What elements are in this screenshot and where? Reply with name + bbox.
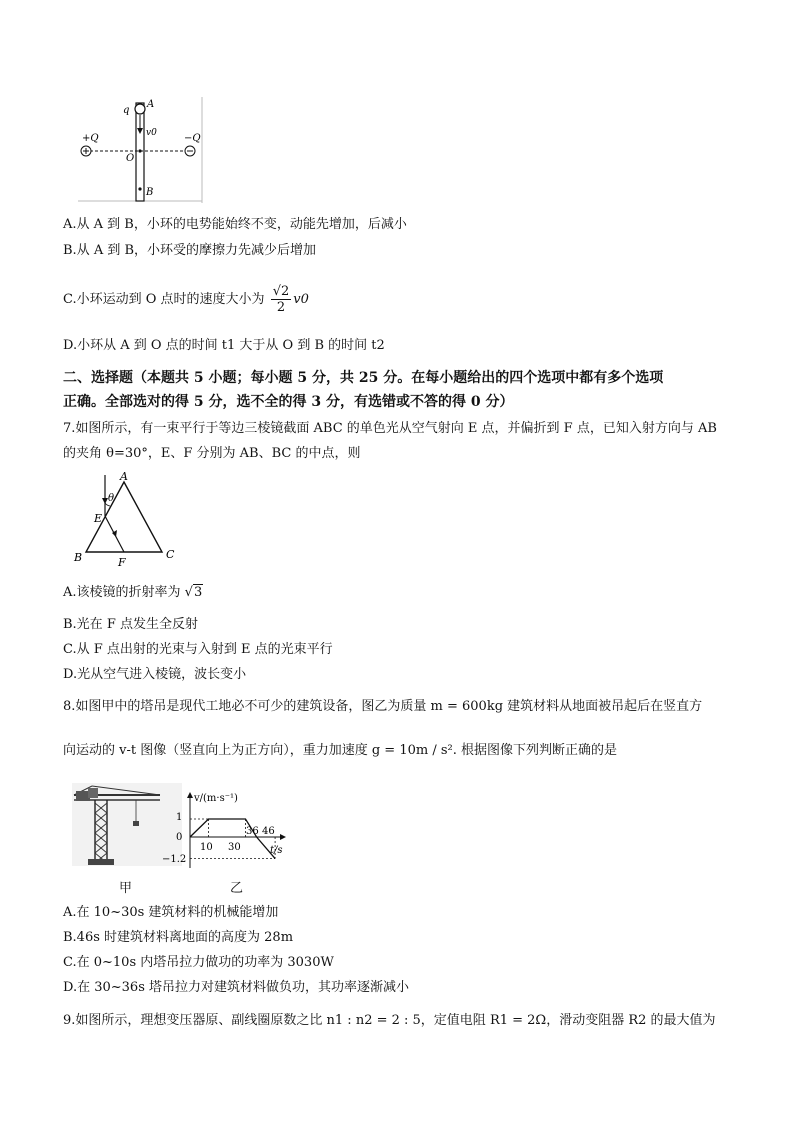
q6-figure bbox=[78, 97, 206, 203]
q7-prism-figure bbox=[70, 470, 185, 570]
q7-stem-line1: 7.如图所示，有一束平行于等边三棱镜截面 ABC 的单色光从空气射向 E 点，并偏折到 F 点，已知入射方向与 AB bbox=[63, 421, 717, 436]
label-F: F bbox=[118, 556, 126, 569]
x-tick-30: 30 bbox=[228, 842, 241, 853]
q6-option-d: D.小环从 A 到 O 点的时间 t1 大于从 O 到 B 的时间 t2 bbox=[63, 338, 385, 353]
q8-stem-line2: 向运动的 v-t 图像（竖直向上为正方向），重力加速度 g = 10m / s². 根据图像下列判断正确的是 bbox=[63, 743, 617, 758]
label-plus-q: +Q bbox=[82, 133, 99, 144]
x-tick-46: 46 bbox=[262, 826, 275, 837]
q7-option-a: A.该棱镜的折射率为 √3 bbox=[63, 585, 203, 600]
q8-option-b: B.46s 时建筑材料离地面的高度为 28m bbox=[63, 930, 294, 945]
q7-option-a-sqrt: √3 bbox=[184, 585, 203, 600]
q6-option-b: B.从 A 到 B，小环受的摩擦力先减少后增加 bbox=[63, 243, 317, 258]
label-E: E bbox=[94, 512, 103, 525]
x-tick-36: 36 bbox=[246, 826, 259, 837]
y-tick-0: 0 bbox=[176, 832, 183, 843]
label-B: B bbox=[146, 187, 154, 198]
y-tick-1: 1 bbox=[176, 812, 183, 823]
label-O: O bbox=[126, 153, 135, 164]
y-tick-neg: −1.2 bbox=[162, 854, 187, 865]
q6-option-c-text: C.小环运动到 O 点时的速度大小为 bbox=[63, 292, 265, 307]
q7-stem-line2: 的夹角 θ=30°，E、F 分别为 AB、BC 的中点，则 bbox=[63, 446, 361, 461]
q8-option-a: A.在 10~30s 建筑材料的机械能增加 bbox=[63, 905, 279, 920]
label-v0: v0 bbox=[146, 128, 157, 138]
label-q: q bbox=[123, 105, 130, 116]
vt-graph bbox=[160, 790, 290, 870]
q6-option-c-fraction: $\frac{√2}{2}$ bbox=[272, 284, 290, 315]
q6-option-a: A.从 A 到 B，小环的电势能始终不变，动能先增加，后减小 bbox=[63, 217, 407, 232]
q7-option-b: B.光在 F 点发生全反射 bbox=[63, 617, 198, 632]
caption-jia: 甲 bbox=[119, 881, 133, 896]
section2-heading-line1: 二、选择题（本题共 5 小题；每小题 5 分，共 25 分。在每小题给出的四个选项中都有多个选项 bbox=[63, 370, 664, 386]
q6-option-c bbox=[63, 284, 309, 315]
section2-heading-line2: 正确。全部选对的得 5 分，选不全的得 3 分，有选错或不答的得 0 分） bbox=[63, 394, 514, 410]
q8-option-d: D.在 30~36s 塔吊拉力对建筑材料做负功，其功率逐渐减小 bbox=[63, 980, 410, 995]
small-ring bbox=[135, 104, 145, 114]
q8-option-c: C.在 0~10s 内塔吊拉力做功的功率为 3030W bbox=[63, 955, 334, 970]
q6-option-c-var: v0 bbox=[293, 292, 309, 307]
caption-yi: 乙 bbox=[230, 881, 244, 896]
graph-ylabel: v/(m·s⁻¹) bbox=[194, 793, 238, 804]
x-tick-10: 10 bbox=[200, 842, 213, 853]
q7-option-d: D.光从空气进入棱镜，波长变小 bbox=[63, 667, 247, 682]
q8-stem-line1: 8.如图甲中的塔吊是现代工地必不可少的建筑设备，图乙为质量 m = 600kg 建筑材料从地面被吊起后在竖直方 bbox=[63, 699, 703, 714]
q7-option-c: C.从 F 点出射的光束与入射到 E 点的光束平行 bbox=[63, 642, 333, 657]
label-A: A bbox=[120, 470, 128, 483]
label-minus-q: −Q bbox=[184, 133, 201, 144]
label-C: C bbox=[166, 548, 175, 561]
label-theta: θ bbox=[108, 493, 115, 504]
graph-xlabel: t/s bbox=[270, 845, 283, 856]
label-B: B bbox=[74, 551, 83, 564]
q9-stem-line1: 9.如图所示，理想变压器原、副线圈原数之比 n1 : n2 = 2 : 5，定值电阻 R1 = 2Ω，滑动变阻器 R2 的最大值为 bbox=[63, 1013, 716, 1028]
label-A: A bbox=[147, 99, 155, 110]
